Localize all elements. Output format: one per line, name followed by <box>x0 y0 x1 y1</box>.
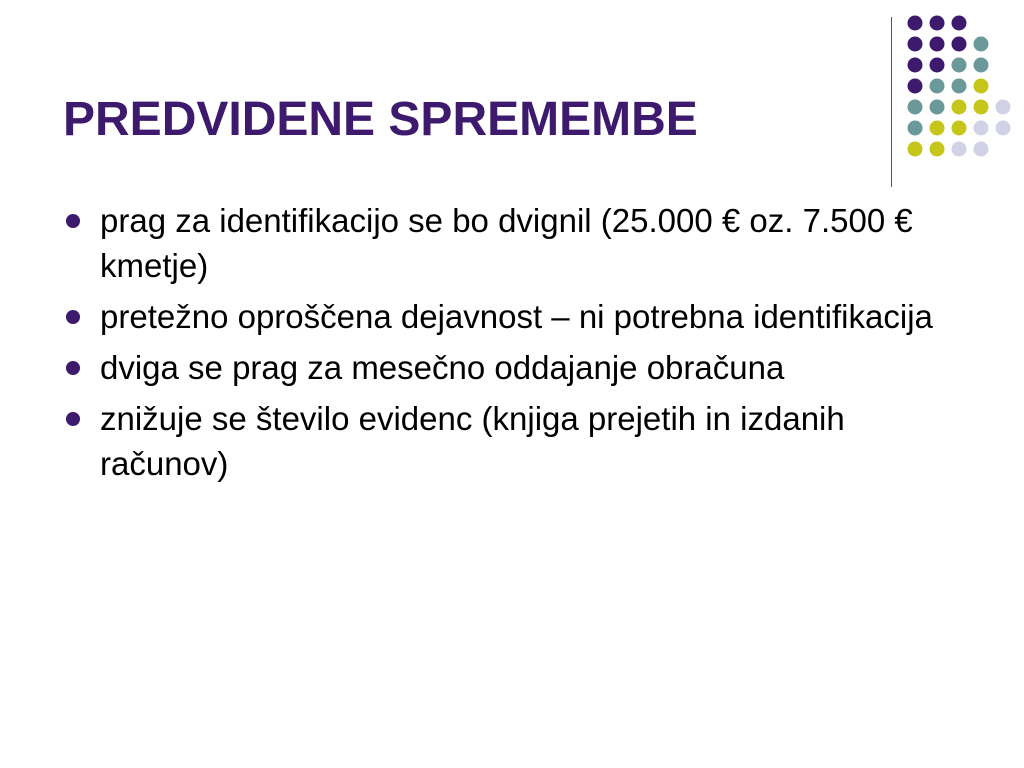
decor-dot <box>974 121 989 136</box>
bullet-text: znižuje se število evidenc (knjiga prejetih in izdanih računov) <box>100 400 845 482</box>
title-divider <box>891 17 892 187</box>
bullet-item <box>0 198 940 288</box>
decor-dot <box>930 58 945 73</box>
decor-dot <box>952 100 967 115</box>
decor-dot <box>930 16 945 31</box>
decor-dot <box>908 58 923 73</box>
decor-dot <box>974 100 989 115</box>
bullet-list <box>0 198 1024 492</box>
decor-dot <box>908 37 923 52</box>
bullet-text: dviga se prag za mesečno oddajanje obračuna <box>100 349 785 386</box>
decor-dot <box>974 79 989 94</box>
decor-dot <box>996 100 1011 115</box>
decor-dot <box>908 79 923 94</box>
decor-dot <box>930 79 945 94</box>
bullet-text: prag za identifikacijo se bo dvignil (25.000 € oz. 7.500 € kmetje) <box>100 202 913 284</box>
bullet-item <box>0 345 940 390</box>
bullet-dot-icon <box>66 214 80 228</box>
decor-dot <box>952 37 967 52</box>
decor-dot <box>974 37 989 52</box>
decor-dot <box>974 58 989 73</box>
decor-dot <box>908 100 923 115</box>
decor-dot <box>908 16 923 31</box>
decor-dot <box>930 121 945 136</box>
decor-dot <box>952 142 967 157</box>
decor-dot <box>952 79 967 94</box>
decor-dot <box>974 142 989 157</box>
decor-dot <box>996 121 1011 136</box>
bullet-item <box>0 294 940 339</box>
slide-title: PREDVIDENE SPREMEMBE <box>63 93 698 146</box>
bullet-item <box>0 396 940 486</box>
decor-dot <box>952 16 967 31</box>
decor-dot <box>908 121 923 136</box>
bullet-text: pretežno oproščena dejavnost – ni potrebna identifikacija <box>100 298 933 335</box>
bullet-dot-icon <box>66 412 80 426</box>
decor-dot <box>930 37 945 52</box>
decor-dot <box>930 142 945 157</box>
decor-dot <box>930 100 945 115</box>
decor-dot <box>952 121 967 136</box>
decor-dot <box>908 142 923 157</box>
bullet-dot-icon <box>66 361 80 375</box>
decor-dot <box>952 58 967 73</box>
bullet-dot-icon <box>66 310 80 324</box>
